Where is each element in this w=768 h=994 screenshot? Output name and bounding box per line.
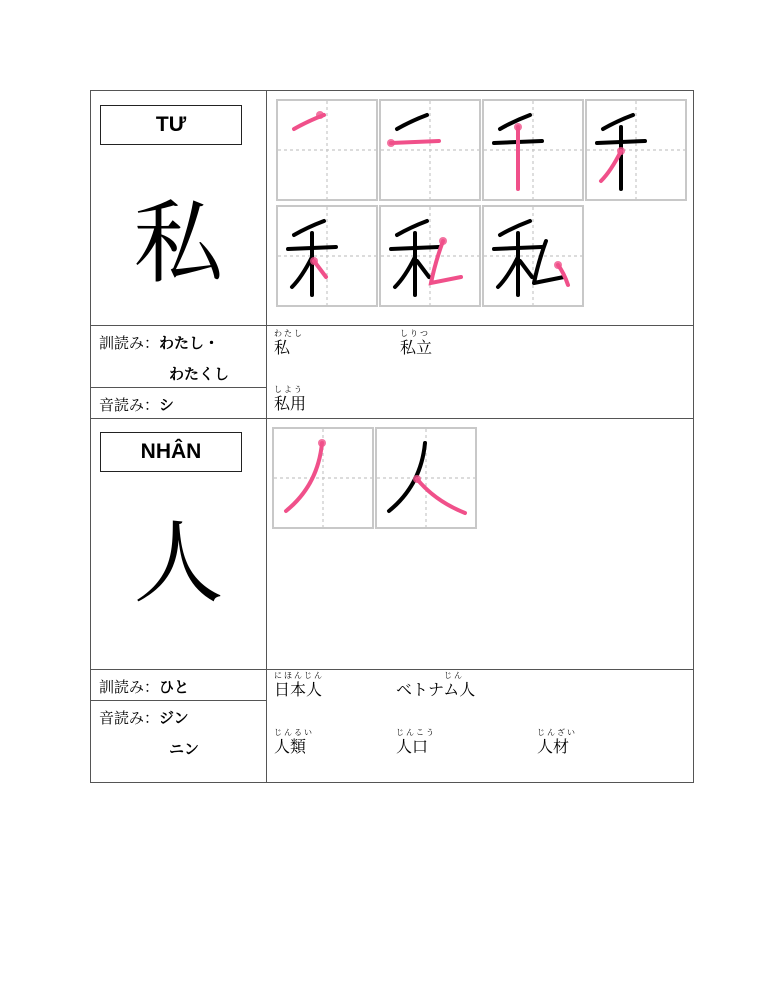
drawn-stroke	[294, 221, 324, 235]
drawn-stroke	[397, 115, 427, 129]
stroke-step-cell	[379, 99, 481, 201]
on-reading: 音読み：シ	[99, 396, 175, 414]
stroke-start-dot	[514, 123, 522, 131]
row-divider	[91, 387, 267, 388]
vocab-word: しよう 私用	[274, 385, 307, 413]
stroke-step-cell	[276, 205, 378, 307]
stroke-start-dot	[617, 147, 625, 155]
current-stroke	[286, 443, 322, 511]
current-stroke	[391, 141, 439, 143]
stroke-start-dot	[310, 257, 318, 265]
vocab-word: じんるい 人類	[274, 728, 314, 756]
stroke-start-dot	[413, 475, 421, 483]
on-reading: 音読み：ジン	[99, 709, 189, 727]
kun-reading: 訓読み：わたし・	[99, 334, 220, 352]
stroke-start-dot	[316, 111, 324, 119]
vocab-word: じんこう 人口	[396, 728, 436, 756]
stroke-start-dot	[439, 237, 447, 245]
drawn-stroke	[500, 221, 530, 235]
drawn-stroke	[520, 261, 532, 277]
drawn-stroke	[417, 261, 429, 277]
on-reading-cont: ニン	[169, 740, 200, 758]
stroke-start-dot	[554, 261, 562, 269]
stroke-step-cell	[272, 427, 374, 529]
drawn-stroke	[292, 257, 312, 287]
stroke-start-dot	[318, 439, 326, 447]
stroke-step-cell	[482, 99, 584, 201]
column-divider	[266, 91, 267, 783]
vocab-word: しりつ 私立	[400, 329, 433, 357]
drawn-stroke	[397, 221, 427, 235]
row-divider	[91, 418, 694, 419]
vocab-word: わたし 私	[274, 329, 304, 357]
stroke-step-cell	[585, 99, 687, 201]
row-divider	[91, 669, 694, 670]
hanviet-label: TƯ	[100, 105, 242, 145]
row-divider	[91, 325, 694, 326]
kun-reading-cont: わたくし	[169, 365, 230, 383]
current-stroke	[601, 151, 621, 181]
main-kanji: 私	[133, 191, 224, 296]
drawn-stroke	[498, 257, 518, 287]
drawn-stroke	[395, 257, 415, 287]
kanji-worksheet	[90, 90, 694, 783]
stroke-step-cell	[276, 99, 378, 201]
row-divider	[91, 700, 267, 701]
stroke-step-cell	[375, 427, 477, 529]
hanviet-label: NHÂN	[100, 432, 242, 472]
vocab-word: にほんじん 日本人	[274, 671, 324, 699]
main-kanji: 人	[133, 511, 224, 616]
vocab-word: じんざい 人材	[537, 728, 577, 756]
stroke-step-cell	[482, 205, 584, 307]
current-stroke	[417, 479, 465, 513]
vocab-word: じん ベトナム人	[396, 671, 476, 699]
kun-reading: 訓読み：ひと	[99, 678, 190, 696]
stroke-step-cell	[379, 205, 481, 307]
stroke-start-dot	[387, 139, 395, 147]
drawn-stroke	[603, 115, 633, 129]
